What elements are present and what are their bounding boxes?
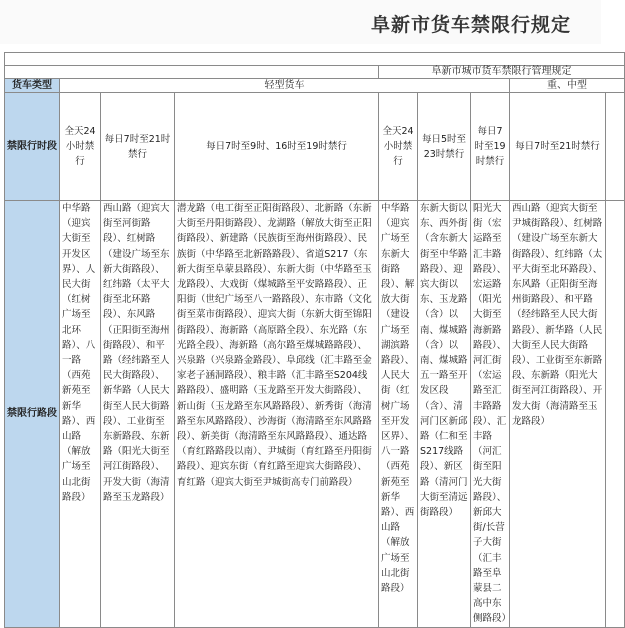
blank-cell (606, 201, 625, 628)
time-cell: 每日7时至21时禁行 (510, 93, 606, 201)
blank-cell (5, 66, 379, 79)
regulation-sheet (0, 44, 603, 625)
heavy-truck-header: 重、中型 (510, 79, 625, 93)
road-cell: 阳光大街（宏运路至汇丰路路段）、宏运路（阳光大街至海新路路段）、河汇街（宏运路至汇丰路路段）、汇丰路（河汇街至阳光大街路段）、新邱大街/长营子大街（汇丰路至阜蒙县二高中东侧路段） (471, 201, 510, 628)
table-row (5, 201, 625, 628)
time-cell: 每日7时至21时禁行 (101, 93, 175, 201)
roads-label: 禁限行路段 (5, 201, 60, 628)
table-row (5, 93, 625, 201)
table-row (5, 66, 625, 79)
blank-cell (5, 53, 625, 66)
road-cell: 西山路（迎宾大街至尹城街路段）、红树路（建设广场至东新大街路段）、红纬路（太平大街至北环路段）、东风路（正阳街至海州街路段）、和平路（经纬路至人民大街路段）、新华路（人民大街至人民大街路段）、工业街至东新路段、东新路（阳光大街至河江街路段）、开发大街（海清路至玉龙路段） (510, 201, 606, 628)
vehicle-type-label: 货车类型 (5, 79, 60, 93)
road-cell: 中华路（迎宾广场至东新大街路段）、解放大街（建设广场至湖滨路路段）、人民大街（红树广场至开发区界）、八一路（西苑新苑至新华路）、西山路（解放广场至山北街路段） (379, 201, 418, 628)
table-row (5, 53, 625, 66)
time-cell: 每日7时至19时禁行 (471, 93, 510, 201)
blank-cell (606, 93, 625, 201)
time-cell: 全天24小时禁行 (60, 93, 101, 201)
table-row (5, 79, 625, 93)
road-cell: 中华路（迎宾大街至开发区界）、人民大街（红树广场至北环路）、八一路（西苑新苑至新华路）、西山路（解放广场至山北街路段） (60, 201, 101, 628)
time-cell: 全天24小时禁行 (379, 93, 418, 201)
road-cell: 潜龙路（电工街至正阳街路段）、北新路（东新大街至丹阳街路段）、龙湖路（解放大街至正阳街路段）、新建路（民族街至海州街路段）、民族街（中华路至北新路路段）、省道S217（东新大街至阜蒙县路段）、东新大街（中华路至玉龙路段）、大戏街（煤城路至平安路路段）、正阳街（世纪广场至八一路路段）、东市路（文化街至菜市街路段）、迎宾大街（东新大街至锦阳街路段）、海新路（高原路全段）、东光路（东光路全段）、海新路（高尔路至煤城路路段）、兴泉路（兴泉路金路段）、阜邱线（汇丰路至金家老子涵洞路段）、粮丰路（汇丰路至S204线路路段）、盛明路（玉龙路至开发大街路段）、新山街（玉龙路至东风路路段）、新秀街（海清路至东风路路段）、沙海街（海清路至东风路路段）、新美街（海清路至东风路路段）、通达路（育红路路段以南）、尹城街（育红路至丹阳街路段）、迎宾东街（育红路至迎宾大街路段）、育红路（迎宾大街至尹城街高专门前路段） (175, 201, 379, 628)
regulation-table (4, 52, 625, 628)
page-title: 阜新市货车禁限行规定 (370, 14, 571, 36)
road-cell: 东新大街以东、西外街（含东新大街至中华路路段）、迎宾大街以东、玉龙路（含）以南、煤城路（含）以南、煤城路五一路至开发区段（含）、清河门区新邱路（仁和至S217线路段）、新区路（清河门大街至清远街路段） (418, 201, 471, 628)
time-cell: 每日7时至9时、16时至19时禁行 (175, 93, 379, 201)
light-truck-header: 轻型货车 (60, 79, 510, 93)
time-cell: 每日5时至23时禁行 (418, 93, 471, 201)
regulation-title: 阜新市城市货车禁限行管理规定 (379, 66, 625, 79)
time-label: 禁限行时段 (5, 93, 60, 201)
title-bar (0, 0, 601, 44)
road-cell: 西山路（迎宾大街至河街路段）、红树路（建设广场至东新大街路段）、红纬路（太平大街至北环路段）、东风路（正阳街至海州街路段）、和平路（经纬路至人民大街路段）、新华路（人民大街至人民大街路段）、工业街至东新路段、东新路（阳光大街至河江街路段）、开发大街（海清路至玉龙路段） (101, 201, 175, 628)
